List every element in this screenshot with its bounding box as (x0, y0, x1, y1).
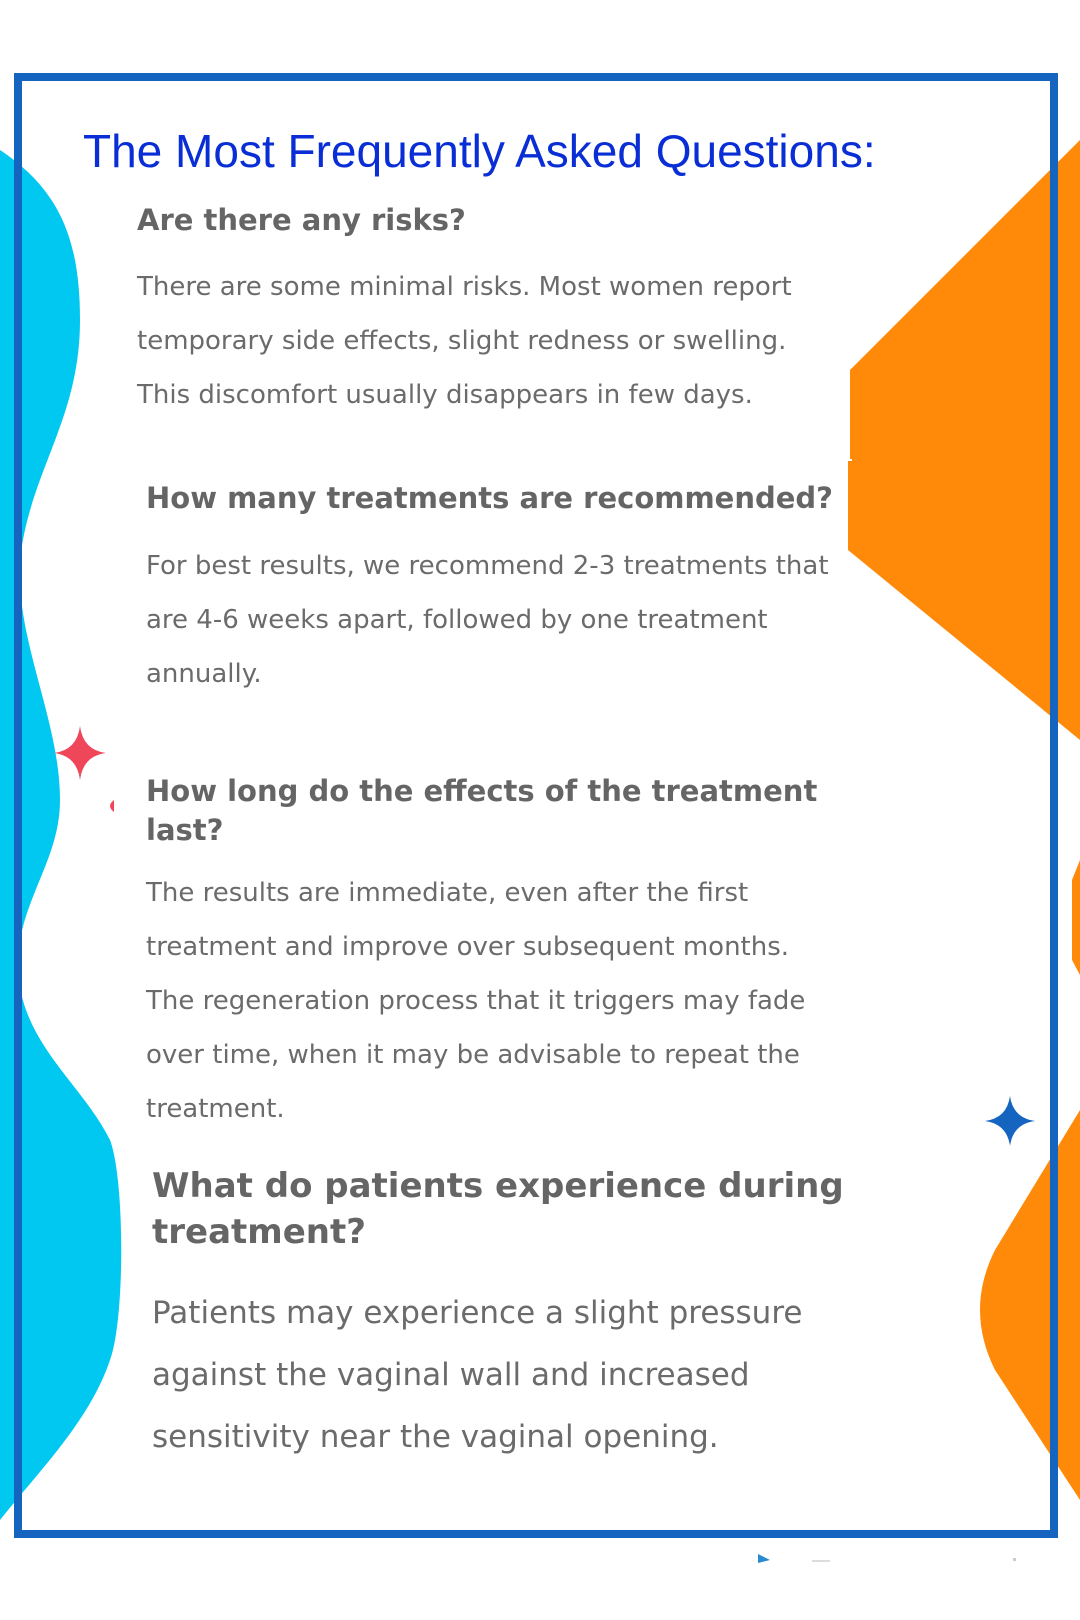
faq-answer: For best results, we recommend 2-3 treatments that are 4-6 weeks apart, followed by one treatment annually. (146, 551, 829, 689)
faq-question: What do patients experience during treatment? (152, 1166, 844, 1252)
faq-question: How long do the effects of the treatment last? (146, 774, 818, 847)
faq-item (146, 479, 836, 701)
faq-answer: The results are immediate, even after the first treatment and improve over subsequent months. The regeneration process that it triggers may fade over time, when it may be advisable to repeat the treatment. (146, 878, 806, 1124)
orange-tab-shape (1072, 860, 1080, 975)
faq-question: How many treatments are recommended? (146, 481, 834, 515)
faq-item (146, 772, 836, 1136)
faq-answer: Patients may experience a slight pressure against the vaginal wall and increased sensitivity near the vaginal opening. (152, 1295, 803, 1455)
page-title: The Most Frequently Asked Questions: (83, 125, 876, 177)
faq-item (137, 200, 817, 422)
faq-item (152, 1163, 862, 1468)
faq-question: Are there any risks? (137, 203, 466, 237)
faq-answer: There are some minimal risks. Most women report temporary side effects, slight redness or swelling. This discomfort usually disappears in few days. (137, 272, 792, 410)
